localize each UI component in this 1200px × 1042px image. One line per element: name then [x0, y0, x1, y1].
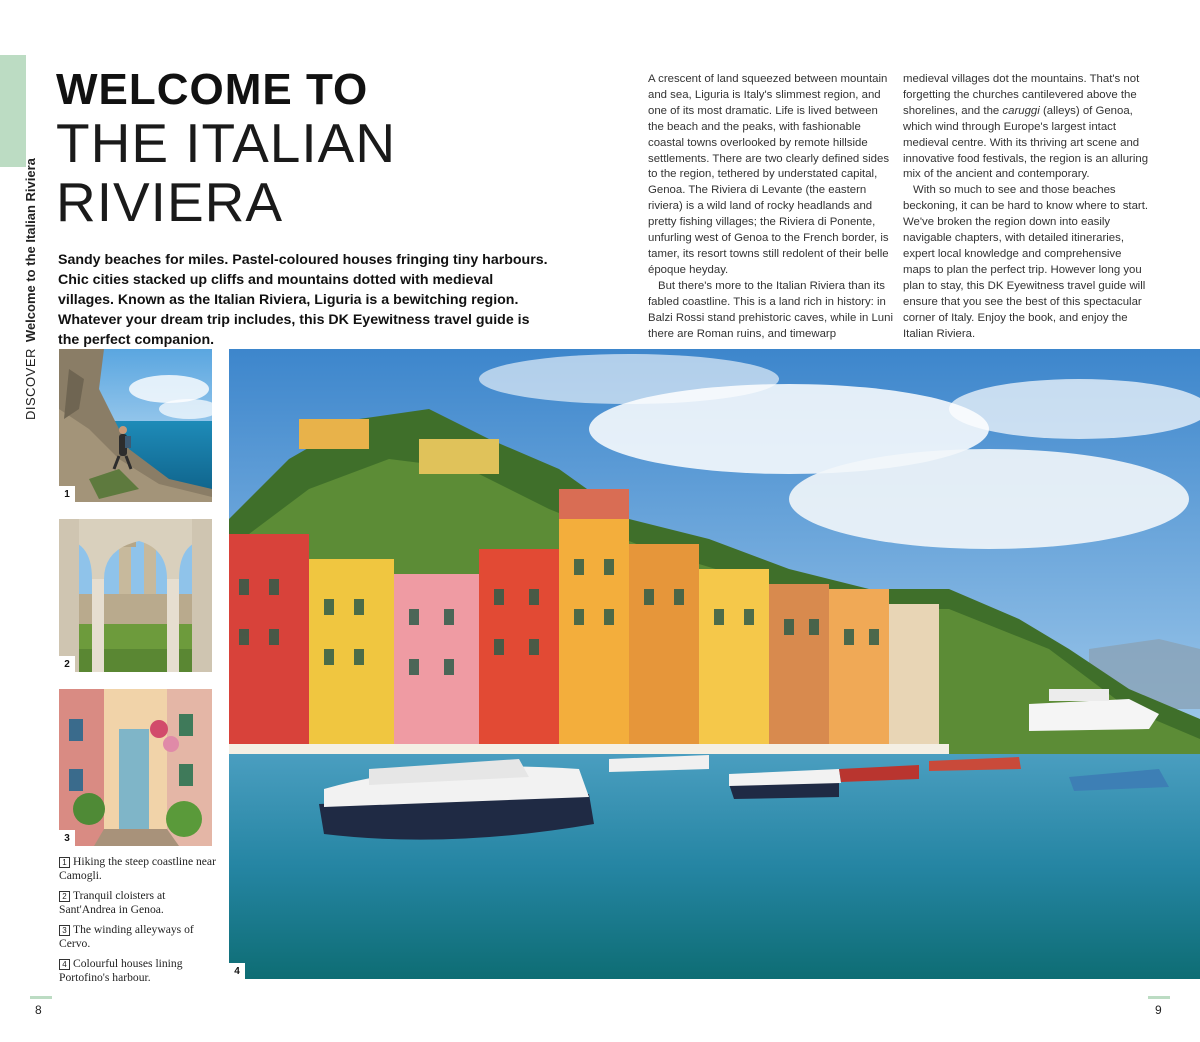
caption-text: Tranquil cloisters at Sant'Andrea in Genoa. — [59, 889, 166, 916]
hiking-photo-image — [59, 349, 212, 502]
caption-text: The winding alleyways of Cervo. — [59, 923, 194, 950]
photo-cloisters — [59, 519, 212, 672]
photo-alleyways — [59, 689, 212, 846]
body-column-2 — [903, 72, 1151, 342]
section-tab — [0, 55, 26, 167]
caption-item — [59, 957, 219, 985]
photo-number: 3 — [59, 830, 75, 846]
caption-number: 3 — [59, 925, 70, 936]
body-text: medieval villages dot the mountains. That's not forgetting the churches cantilevered above the shorelines, and the — [903, 73, 1140, 117]
caption-text: Hiking the steep coastline near Camogli. — [59, 855, 216, 882]
page-number-rule-right — [1148, 996, 1170, 999]
section-label: DISCOVER — [23, 348, 38, 420]
body-text: (alleys) of Genoa, which wind through Europe's largest intact medieval centre. With its thriving art scene and innovative food festivals, the region is an alluring mix of the ancient and contemporary. — [903, 104, 1149, 181]
body-paragraph: With so much to see and those beaches beckoning, it can be hard to know where to start. We've broken the region down into easily navigable chapters, with detailed itineraries, expert local knowledge and comprehensive maps to plan the perfect trip. However long you plan to stay, this DK Eyewitness travel guide will ensure that you see the best of this spectacular corner of Italy. Enjoy the book, and enjoy the Italian Riviera. — [903, 184, 1149, 340]
page-title — [56, 65, 397, 233]
caption-number: 2 — [59, 891, 70, 902]
body-paragraph — [903, 72, 1151, 183]
chapter-label: Welcome to the Italian Riviera — [23, 158, 38, 343]
alley-photo-image — [59, 689, 212, 846]
body-paragraph: A crescent of land squeezed between mountain and sea, Liguria is Italy's slimmest region, and one of its most dramatic. Life is lived between the beach and the peaks, with fashionable coastal towns overlooked by remote hillside settlements. There are two clearly defined sides to the region, tethered by understated capital, Genoa. The Riviera di Levante (the eastern riviera) is a wild land of rocky headlands and pretty fishing villages; the Riviera di Ponente, unfurling west of Genoa to the French border, is tamer, its resort towns still redolent of their belle époque heyday. — [648, 73, 890, 276]
body-paragraph: But there's more to the Italian Riviera than its fabled coastline. This is a land rich in history: in Balzi Rossi stand prehistoric caves, while in Luni there are Roman ruins, and timewarp — [648, 279, 894, 340]
photo-number: 4 — [229, 963, 245, 979]
page-number-left: 8 — [35, 1003, 42, 1017]
body-column-1 — [648, 72, 896, 342]
caption-item — [59, 923, 219, 951]
title-line-3: RIVIERA — [56, 171, 284, 233]
caption-number: 1 — [59, 857, 70, 868]
page-number-right: 9 — [1155, 1003, 1162, 1017]
photo-number: 2 — [59, 656, 75, 672]
photo-number: 1 — [59, 486, 75, 502]
photo-hiking-coastline — [59, 349, 212, 502]
body-text-italic: caruggi — [1002, 104, 1040, 117]
title-line-2: THE ITALIAN — [56, 112, 397, 174]
page-number-rule-left — [30, 996, 52, 999]
portofino-photo-image — [229, 349, 1200, 979]
photo-portofino-harbour — [229, 349, 1200, 979]
caption-item — [59, 889, 219, 917]
caption-text: Colourful houses lining Portofino's harbour. — [59, 957, 183, 984]
running-header — [23, 158, 38, 420]
photo-captions — [59, 855, 219, 991]
cloisters-photo-image — [59, 519, 212, 672]
intro-paragraph: Sandy beaches for miles. Pastel-coloured houses fringing tiny harbours. Chic cities stacked up cliffs and mountains dotted with medieval villages. Known as the Italian Riviera, Liguria is a bewitching region. Whatever your dream trip includes, this DK Eyewitness travel guide is the perfect companion. — [58, 252, 548, 348]
caption-item — [59, 855, 219, 883]
title-line-1: WELCOME TO — [56, 65, 369, 114]
caption-number: 4 — [59, 959, 70, 970]
